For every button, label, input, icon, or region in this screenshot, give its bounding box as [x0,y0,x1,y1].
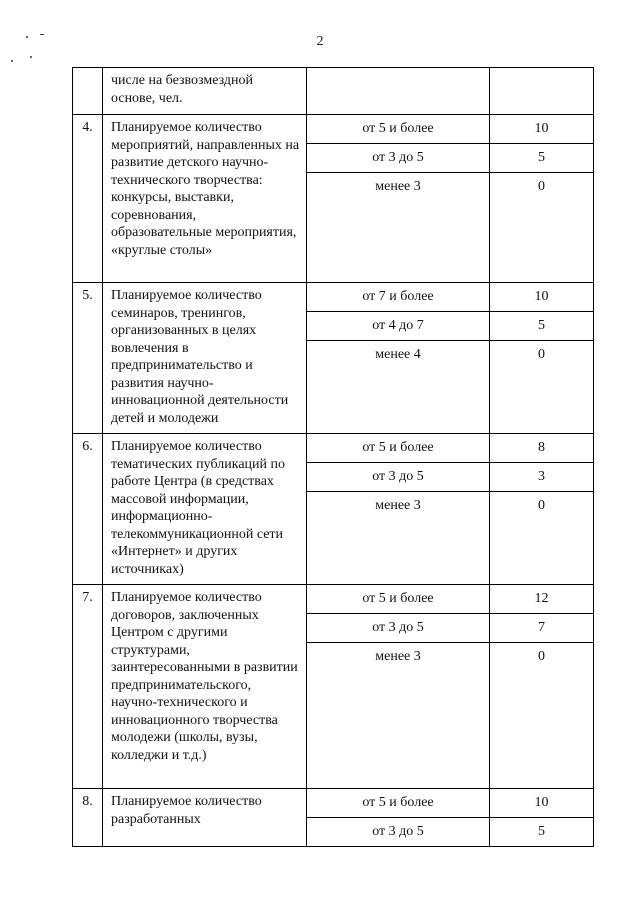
points-cell: 0 [490,492,594,585]
range-cell: менее 4 [307,341,490,434]
table-row [73,68,594,115]
range-cell: от 3 до 5 [307,463,490,492]
row-number [73,68,103,115]
points-cell: 12 [490,585,594,614]
scan-speck [11,60,13,62]
criteria-table [72,67,594,847]
range-cell: от 3 до 5 [307,818,490,847]
row-number: 7. [73,585,103,789]
range-cell: менее 3 [307,643,490,789]
points-cell: 5 [490,312,594,341]
criterion-description: Планируемое количество тематических публикаций по работе Центра (в средствах массовой информации, информационно-телекоммуникационной сети «Интернет» и других источниках) [103,434,307,585]
row-number: 6. [73,434,103,585]
table-row [73,585,594,614]
points-cell: 8 [490,434,594,463]
points-cell: 10 [490,789,594,818]
points-cell: 0 [490,643,594,789]
points-cell: 10 [490,115,594,144]
range-cell: менее 3 [307,173,490,283]
range-cell: от 7 и более [307,283,490,312]
row-number: 5. [73,283,103,434]
page-number: 2 [316,34,324,49]
criterion-description: Планируемое количество семинаров, тренингов, организованных в целях вовлечения в предпринимательство и развития научно-инновационной деятельности детей и молодежи [103,283,307,434]
range-cell: от 5 и более [307,585,490,614]
table-row [73,789,594,818]
range-cell: от 3 до 5 [307,144,490,173]
range-cell: от 5 и более [307,115,490,144]
points-cell: 0 [490,341,594,434]
range-cell [307,68,490,115]
table-row [73,115,594,144]
row-number: 4. [73,115,103,283]
points-cell: 3 [490,463,594,492]
range-cell: менее 3 [307,492,490,585]
range-cell: от 5 и более [307,789,490,818]
criterion-description: Планируемое количество разработанных [103,789,307,847]
criterion-description: числе на безвозмездной основе, чел. [103,68,307,115]
points-cell [490,68,594,115]
range-cell: от 4 до 7 [307,312,490,341]
range-cell: от 3 до 5 [307,614,490,643]
row-number: 8. [73,789,103,847]
points-cell: 7 [490,614,594,643]
points-cell: 0 [490,173,594,283]
table-row [73,434,594,463]
points-cell: 5 [490,818,594,847]
points-cell: 5 [490,144,594,173]
range-cell: от 5 и более [307,434,490,463]
scan-speck [30,56,32,58]
criterion-description: Планируемое количество мероприятий, направленных на развитие детского научно-технического творчества: конкурсы, выставки, соревнования, образовательные мероприятия, «круглые столы» [103,115,307,283]
table-row [73,283,594,312]
points-cell: 10 [490,283,594,312]
criterion-description: Планируемое количество договоров, заключенных Центром с другими структурами, заинтересованными в развитии предпринимательского, научно-технического и инновационного творчества молодежи (школы, вузы, колледжи и т.д.) [103,585,307,789]
